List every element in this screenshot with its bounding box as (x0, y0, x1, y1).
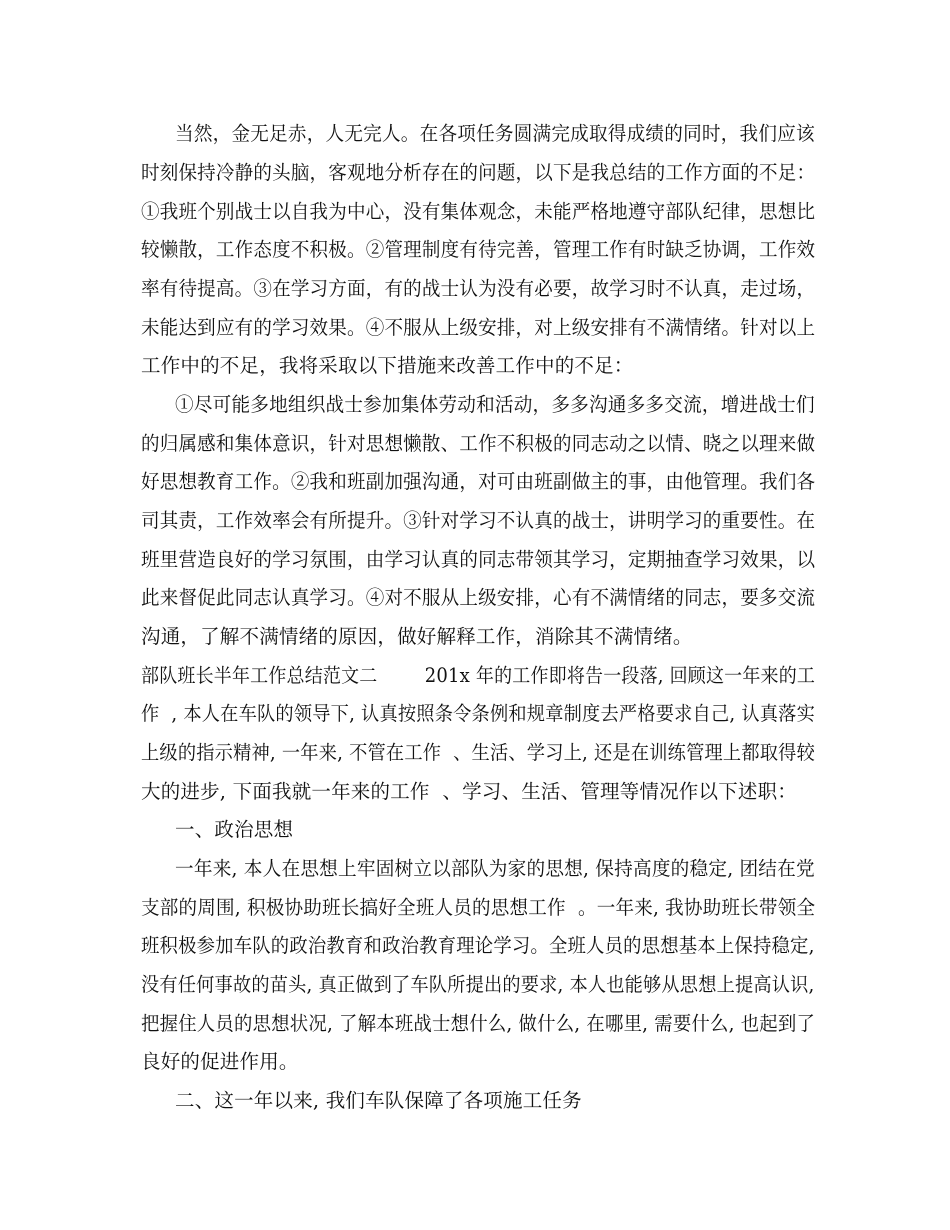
text-line: 工作中的不足，我将采取以下措施来改善工作中的不足： (141, 354, 634, 377)
text-line: 时刻保持冷静的头脑，客观地分析存在的问题，以下是我总结的工作方面的不足： (141, 161, 816, 184)
text-line: 一年来, 本人在思想上牢固树立以部队为家的思想, 保持高度的稳定, 团结在党 (175, 857, 815, 880)
text-line: 好思想教育工作。②我和班副加强沟通，对可由班副做主的事，由他管理。我们各 (141, 470, 816, 493)
text-line: 司其责，工作效率会有所提升。③针对学习不认真的战士，讲明学习的重要性。在 (141, 509, 816, 532)
text-line: 班积极参加车队的政治教育和政治教育理论学习。全班人员的思想基本上保持稳定, (141, 934, 815, 957)
text-line: 没有任何事故的苗头, 真正做到了车队所提出的要求, 本人也能够从思想上提高认识, (141, 973, 815, 996)
text-line: 的归属感和集体意识，针对思想懒散、工作不积极的同志动之以情、晓之以理来做 (141, 432, 816, 455)
section-heading: 一、政治思想 (175, 818, 294, 841)
text-line: 良好的促进作用。 (141, 1050, 299, 1073)
text-line: 此来督促此同志认真学习。④对不服从上级安排，心有不满情绪的同志，要多交流 (141, 586, 816, 609)
text-line: 上级的指示精神, 一年来, 不管在工作 、生活、学习上, 还是在训练管理上都取得较 (141, 741, 815, 764)
text-line: 沟通，了解不满情绪的原因，做好解释工作，消除其不满情绪。 (141, 625, 693, 648)
text-line: ①尽可能多地组织战士参加集体劳动和活动，多多沟通多多交流，增进战士们 (175, 393, 815, 416)
text-line: 班里营造良好的学习氛围，由学习认真的同志带领其学习，定期抽查学习效果，以 (141, 548, 816, 571)
text-line: 作 , 本人在车队的领导下, 认真按照条令条例和规章制度去严格要求自己, 认真落实 (141, 702, 815, 725)
text-line: 把握住人员的思想状况, 了解本班战士想什么, 做什么, 在哪里, 需要什么, 也起到了 (141, 1012, 816, 1035)
text-line: 当然，金无足赤，人无完人。在各项任务圆满完成取得成绩的同时，我们应该 (175, 122, 815, 145)
text-line: 率有待提高。③在学习方面，有的战士认为没有必要，故学习时不认真，走过场， (141, 277, 816, 300)
text-line: 未能达到应有的学习效果。④不服从上级安排，对上级安排有不满情绪。针对以上 (141, 316, 816, 339)
text-line: ①我班个别战士以自我为中心，没有集体观念，未能严格地遵守部队纪律，思想比 (141, 200, 816, 223)
text-line: 支部的周围, 积极协助班长搞好全班人员的思想工作 。一年来, 我协助班长带领全 (141, 896, 816, 919)
text-line: 大的进步, 下面我就一年来的工作 、学习、生活、管理等情况作以下述职： (141, 780, 797, 803)
section-heading: 二、这一年以来, 我们车队保障了各项施工任务 (175, 1089, 582, 1112)
text-line: 较懒散，工作态度不积极。②管理制度有待完善，管理工作有时缺乏协调，工作效 (141, 238, 816, 261)
section-title-line: 部队班长半年工作总结范文二 201x 年的工作即将告一段落, 回顾这一年来的工 (141, 664, 816, 687)
